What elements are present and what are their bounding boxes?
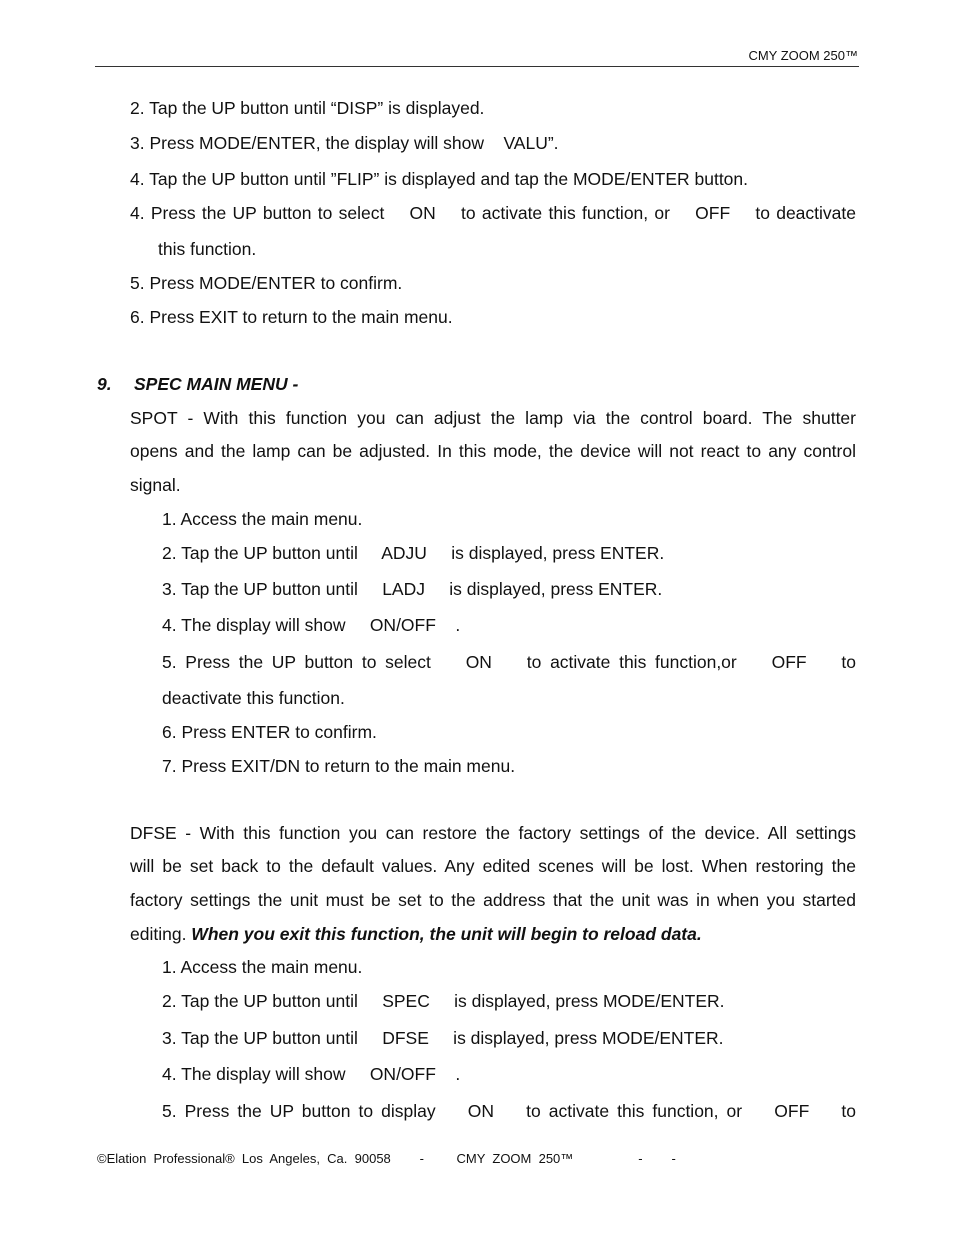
flip-step-3: 3. Press MODE/ENTER, the display will show VALU”. bbox=[130, 133, 559, 153]
section-title: SPEC MAIN MENU - bbox=[134, 374, 299, 394]
spot-paragraph-line-3: signal. bbox=[130, 475, 181, 495]
dfse-step-5: 5. Press the UP button to display ON to activate this function, or OFF to bbox=[162, 1101, 856, 1121]
spot-step-7: 7. Press EXIT/DN to return to the main menu. bbox=[162, 756, 516, 776]
dfse-step-1: 1. Access the main menu. bbox=[162, 957, 363, 977]
section-number: 9. bbox=[97, 374, 112, 394]
flip-step-4b-cont: this function. bbox=[158, 239, 257, 259]
spot-paragraph-line-1: SPOT - With this function you can adjust the lamp via the control board. The shutter bbox=[130, 408, 856, 428]
flip-step-6: 6. Press EXIT to return to the main menu. bbox=[130, 307, 453, 327]
spot-paragraph-line-2: opens and the lamp can be adjusted. In this mode, the device will not react to any control bbox=[130, 441, 856, 461]
footer: ©Elation Professional® Los Angeles, Ca. 90058 - CMY ZOOM 250™ - - bbox=[97, 1151, 676, 1166]
flip-step-2: 2. Tap the UP button until “DISP” is displayed. bbox=[130, 98, 485, 118]
dfse-paragraph-line-4 bbox=[130, 924, 702, 944]
header-title: CMY ZOOM 250™ bbox=[748, 48, 858, 63]
dfse-editing-text: editing. bbox=[130, 924, 192, 944]
spot-step-2: 2. Tap the UP button until ADJU is displayed, press ENTER. bbox=[162, 543, 665, 563]
dfse-paragraph-line-3: factory settings the unit must be set to the address that the unit was in when you started bbox=[130, 890, 856, 910]
spot-step-1: 1. Access the main menu. bbox=[162, 509, 363, 529]
section-heading bbox=[97, 374, 298, 395]
dfse-step-3: 3. Tap the UP button until DFSE is displayed, press MODE/ENTER. bbox=[162, 1028, 724, 1048]
dfse-step-2: 2. Tap the UP button until SPEC is displayed, press MODE/ENTER. bbox=[162, 991, 725, 1011]
dfse-emphasis-text: When you exit this function, the unit will begin to reload data. bbox=[191, 924, 702, 944]
spot-step-5: 5. Press the UP button to select ON to activate this function,or OFF to bbox=[162, 652, 856, 672]
flip-step-4b: 4. Press the UP button to select ON to activate this function, or OFF to deactivate bbox=[130, 203, 856, 223]
dfse-paragraph-line-1: DFSE - With this function you can restore the factory settings of the device. All settings bbox=[130, 823, 856, 843]
dfse-paragraph-line-2: will be set back to the default values. Any edited scenes will be lost. When restoring the bbox=[130, 856, 856, 876]
spot-step-5-cont: deactivate this function. bbox=[162, 688, 345, 708]
flip-step-5: 5. Press MODE/ENTER to confirm. bbox=[130, 273, 403, 293]
dfse-step-4: 4. The display will show ON/OFF . bbox=[162, 1064, 461, 1084]
spot-step-6: 6. Press ENTER to confirm. bbox=[162, 722, 377, 742]
spot-step-4: 4. The display will show ON/OFF . bbox=[162, 615, 461, 635]
spot-step-3: 3. Tap the UP button until LADJ is displayed, press ENTER. bbox=[162, 579, 663, 599]
header-rule bbox=[95, 66, 859, 67]
flip-step-4a: 4. Tap the UP button until ”FLIP” is displayed and tap the MODE/ENTER button. bbox=[130, 169, 749, 189]
